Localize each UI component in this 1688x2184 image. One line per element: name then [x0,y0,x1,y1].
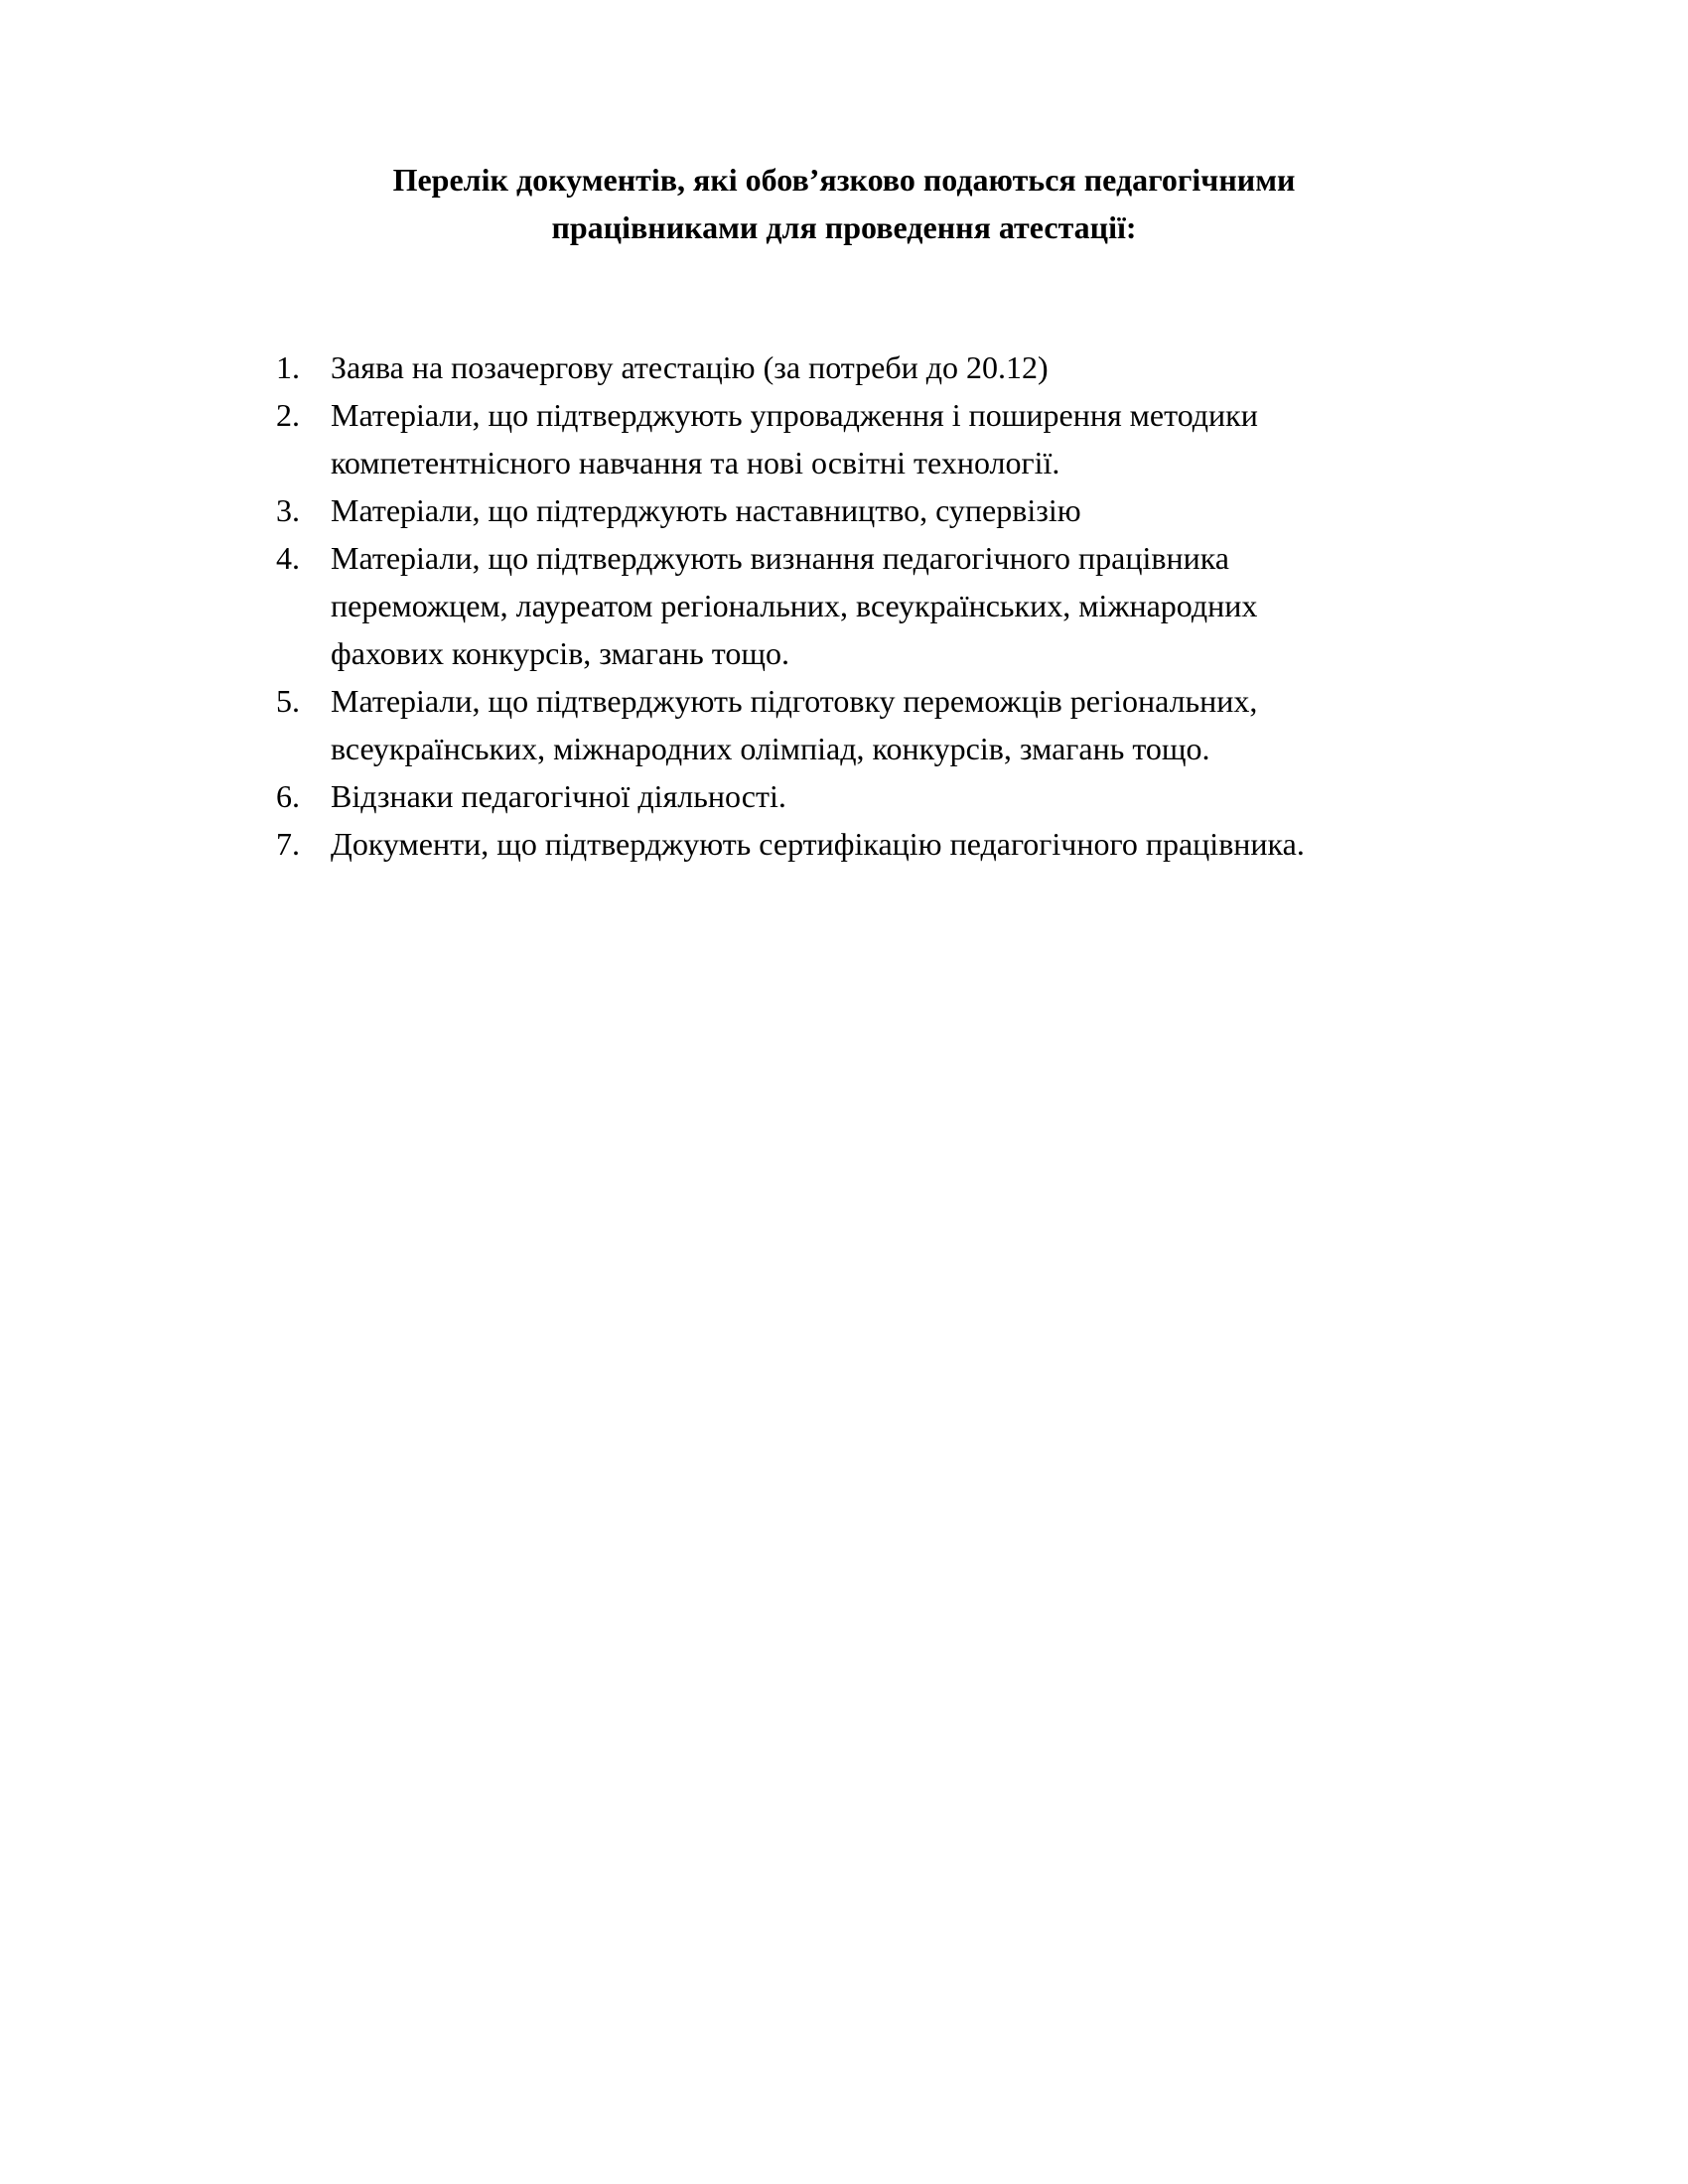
item-text-line: Заява на позачергову атестацію (за потреби до 20.12) [331,349,1049,385]
item-text-line: фахових конкурсів, змагань тощо. [331,635,789,671]
title-line: працівниками для проведення атестації: [551,209,1137,245]
item-text-line: всеукраїнських, міжнародних олімпіад, конкурсів, змагань тощо. [331,731,1210,766]
title-line: Перелік документів, які обов’язково подаються педагогічними [392,162,1296,198]
list-item [276,343,1547,391]
item-number: 7. [276,826,300,862]
item-text [331,534,1547,677]
item-text-line: Відзнаки педагогічної діяльності. [331,778,786,814]
item-number: 5. [276,683,300,719]
list-item [276,772,1547,820]
list-item [276,820,1547,868]
item-text-line: Матеріали, що підтерджують наставництво, супервізію [331,492,1081,528]
item-text-line: Матеріали, що підтверджують визнання педагогічного працівника [331,540,1229,576]
item-text [331,391,1547,486]
documents-list [276,343,1547,868]
item-text [331,677,1547,772]
item-text-line: компетентнісного навчання та нові освітні технології. [331,445,1060,480]
item-text [331,486,1547,534]
item-number: 1. [276,349,300,385]
list-item [276,677,1547,772]
item-text-line: Документи, що підтверджують сертифікацію педагогічного працівника. [331,826,1305,862]
page-title [248,156,1440,251]
item-text [331,820,1547,868]
item-number: 4. [276,540,300,576]
item-text [331,343,1547,391]
item-number: 6. [276,778,300,814]
list-item [276,534,1547,677]
item-text-line: Матеріали, що підтверджують упровадження і поширення методики [331,397,1258,433]
list-item [276,391,1547,486]
list-item [276,486,1547,534]
item-text-line: переможцем, лауреатом регіональних, всеукраїнських, міжнародних [331,588,1258,623]
item-number: 2. [276,397,300,433]
item-text [331,772,1547,820]
item-number: 3. [276,492,300,528]
item-text-line: Матеріали, що підтверджують підготовку переможців регіональних, [331,683,1258,719]
